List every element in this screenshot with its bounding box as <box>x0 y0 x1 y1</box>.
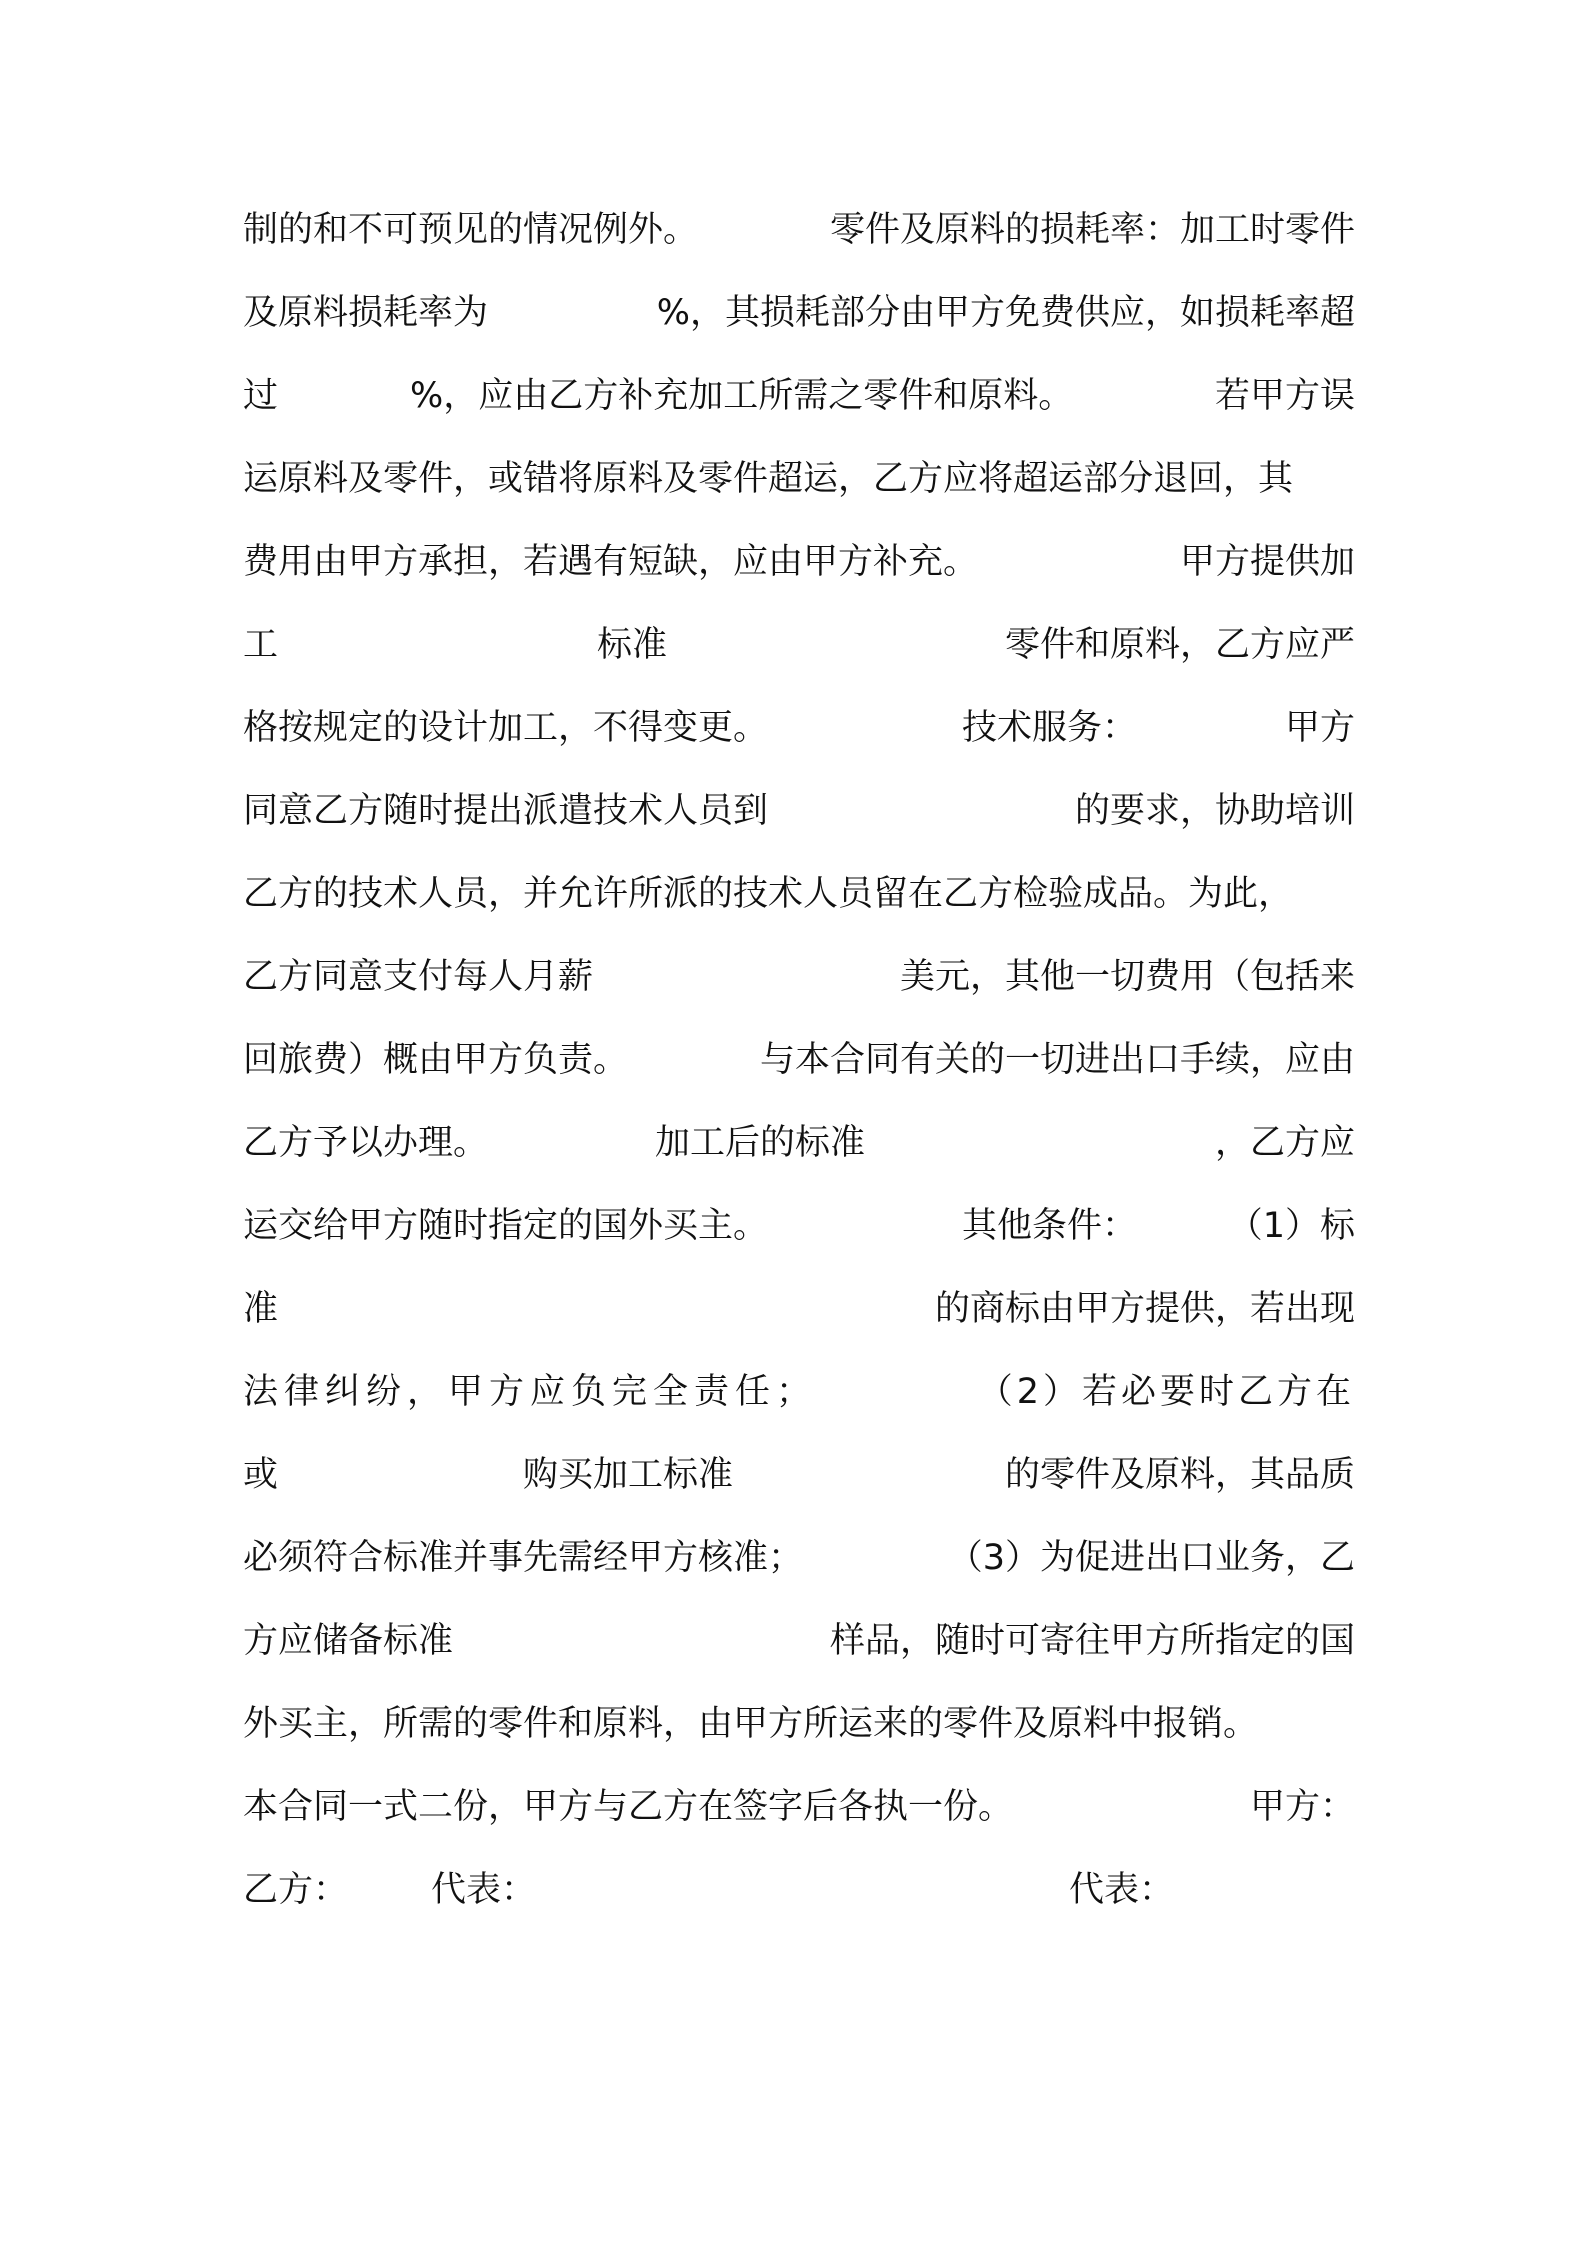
text-line <box>243 278 1355 361</box>
text-line <box>243 1440 1355 1523</box>
text-segment: 的要求，协助培训 <box>1074 791 1355 831</box>
text-segment: 与本合同有关的一切进出口手续，应由 <box>759 1040 1355 1080</box>
contract-body <box>243 195 1355 1938</box>
text-segment: 制的和不可预见的情况例外。 <box>243 210 699 250</box>
text-segment: 其他条件： <box>962 1206 1138 1246</box>
text-segment: 同意乙方随时提出派遣技术人员到 <box>243 791 769 831</box>
text-line <box>243 1191 1355 1274</box>
text-segment: 或 <box>243 1455 279 1495</box>
text-segment: 工 <box>243 625 279 665</box>
text-segment: 零件及原料的损耗率：加工时零件 <box>829 210 1355 250</box>
text-line <box>243 1357 1355 1440</box>
text-segment: 若甲方误 <box>1214 376 1355 416</box>
text-segment: 费用由甲方承担，若遇有短缺，应由甲方补充。 <box>243 542 979 582</box>
party-b-label: 乙方： <box>243 1870 349 1910</box>
text-segment: 法律纠纷，甲方应负完全责任； <box>243 1372 818 1412</box>
text-segment: 本合同一式二份，甲方与乙方在签字后各执一份。 <box>243 1787 1014 1827</box>
signature-line <box>243 1855 1355 1938</box>
text-line <box>243 1108 1355 1191</box>
text-segment: 的零件及原料，其品质 <box>1004 1455 1355 1495</box>
text-line <box>243 610 1355 693</box>
text-segment: 准 <box>243 1289 279 1329</box>
text-segment: 乙方同意支付每人月薪 <box>243 957 594 997</box>
text-segment: 标准 <box>597 625 668 665</box>
text-segment: 运交给甲方随时指定的国外买主。 <box>243 1206 769 1246</box>
text-segment: 技术服务： <box>962 708 1138 748</box>
text-segment: 甲方： <box>1249 1787 1355 1827</box>
text-segment: （1）标 <box>1227 1206 1355 1246</box>
text-segment: %，其损耗部分由甲方免费供应，如损耗率超 <box>656 293 1355 333</box>
text-segment: 甲方 <box>1284 708 1355 748</box>
text-segment: （3）为促进出口业务，乙 <box>947 1538 1355 1578</box>
text-segment: 过 <box>243 376 279 416</box>
representative-label: 代表： <box>431 1870 537 1910</box>
text-segment: 及原料损耗率为 <box>243 293 489 333</box>
text-segment: 购买加工标准 <box>523 1455 734 1495</box>
text-segment: 格按规定的设计加工，不得变更。 <box>243 708 769 748</box>
text-line <box>243 527 1355 610</box>
text-segment: 乙方予以办理。 <box>243 1123 489 1163</box>
text-line <box>243 1523 1355 1606</box>
text-segment: 方应储备标准 <box>243 1621 454 1661</box>
text-segment: 回旅费）概由甲方负责。 <box>243 1040 629 1080</box>
text-line <box>243 693 1355 776</box>
text-segment: ，乙方应 <box>1214 1123 1355 1163</box>
text-line <box>243 1606 1355 1689</box>
text-line <box>243 1274 1355 1357</box>
text-segment: 外买主，所需的零件和原料，由甲方所运来的零件及原料中报销。 <box>243 1704 1259 1744</box>
text-segment: 运原料及零件，或错将原料及零件超运，乙方应将超运部分退回，其 <box>243 459 1294 499</box>
text-segment: 甲方提供加 <box>1179 542 1355 582</box>
text-line <box>243 776 1355 859</box>
text-line <box>243 444 1355 527</box>
text-line <box>243 195 1355 278</box>
text-line <box>243 859 1355 942</box>
text-segment: 加工后的标准 <box>655 1123 866 1163</box>
text-line <box>243 361 1355 444</box>
text-line <box>243 942 1355 1025</box>
text-segment: （2）若必要时乙方在 <box>977 1372 1355 1412</box>
text-segment: 美元，其他一切费用（包括来 <box>899 957 1355 997</box>
text-segment: %，应由乙方补充加工所需之零件和原料。 <box>410 376 1074 416</box>
text-segment: 乙方的技术人员，并允许所派的技术人员留在乙方检验成品。为此， <box>243 874 1294 914</box>
text-line <box>243 1025 1355 1108</box>
representative-label: 代表： <box>1069 1870 1175 1910</box>
text-segment: 零件和原料，乙方应严 <box>1004 625 1355 665</box>
text-segment: 的商标由甲方提供，若出现 <box>934 1289 1355 1329</box>
text-segment: 样品，随时可寄往甲方所指定的国 <box>829 1621 1355 1661</box>
text-segment: 必须符合标准并事先需经甲方核准； <box>243 1538 804 1578</box>
text-line <box>243 1772 1355 1855</box>
text-line <box>243 1689 1355 1772</box>
